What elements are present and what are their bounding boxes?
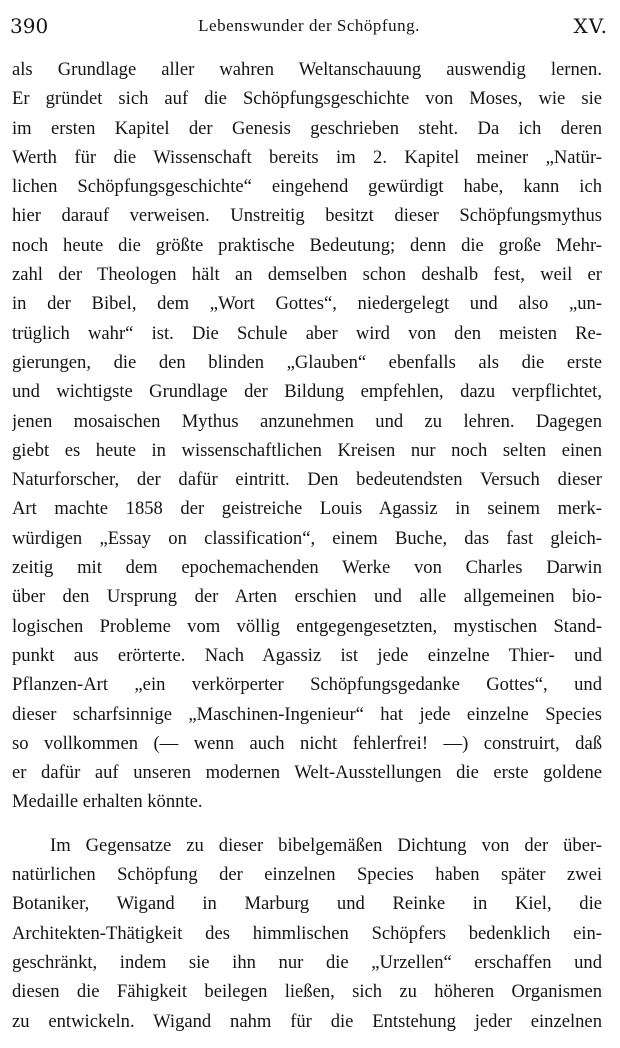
text-line: giebt es heute in wissenschaftlichen Kreisen nur noch selten einen — [12, 439, 602, 461]
text-line: gierungen, die den blinden „Glauben“ ebenfalls als die erste — [12, 351, 602, 373]
text-line: noch heute die größte praktische Bedeutung; denn die große Mehr- — [12, 234, 602, 256]
text-line: zahl der Theologen hält an demselben schon deshalb fest, weil er — [12, 264, 602, 286]
text-line: würdigen „Essay on classification“, einem Buche, das fast gleich- — [12, 527, 602, 549]
text-line: Im Gegensatze zu dieser bibelgemäßen Dichtung von der über- — [50, 834, 602, 856]
text-line: hier darauf verweisen. Unstreitig besitzt dieser Schöpfungsmythus — [12, 205, 602, 227]
paragraph-2 — [12, 831, 602, 1036]
text-line: so vollkommen (— wenn auch nicht fehlerfrei! —) construirt, daß — [12, 732, 602, 754]
text-line: geschränkt, indem sie ihn nur die „Urzellen“ erschaffen und — [12, 951, 602, 973]
text-line: punkt aus erörterte. Nach Agassiz ist jede einzelne Thier- und — [12, 644, 602, 666]
text-line: Medaille erhalten könnte. — [12, 791, 203, 813]
text-line: diesen die Fähigkeit beilegen ließen, sich zu höheren Organismen — [12, 981, 602, 1003]
text-line: als Grundlage aller wahren Weltanschauung auswendig lernen. — [12, 59, 602, 80]
paragraph-gap — [12, 817, 602, 831]
body-text — [12, 55, 602, 1036]
text-line: dieser scharfsinnige „Maschinen-Ingenieur“ hat jede einzelne Species — [12, 703, 602, 725]
text-line: er dafür auf unseren modernen Welt-Ausstellungen die erste goldene — [12, 762, 602, 784]
text-line: im ersten Kapitel der Genesis geschrieben steht. Da ich deren — [12, 117, 602, 139]
text-line: zeitig mit dem epochemachenden Werke von Charles Darwin — [12, 557, 602, 579]
text-line: lichen Schöpfungsgeschichte“ eingehend gewürdigt habe, kann ich — [12, 176, 602, 198]
text-line: Pflanzen-Art „ein verkörperter Schöpfungsgedanke Gottes“, und — [12, 674, 602, 696]
paragraph-1 — [12, 55, 602, 817]
page-number: 390 — [10, 14, 49, 38]
text-line: Art machte 1858 der geistreiche Louis Agassiz in seinem merk- — [12, 498, 602, 520]
text-line: und wichtigste Grundlage der Bildung empfehlen, dazu verpflichtet, — [12, 381, 602, 403]
text-line: logischen Probleme vom völlig entgegengesetzten, mystischen Stand- — [12, 615, 602, 637]
text-line: Architekten-Thätigkeit des himmlischen Schöpfers bedenklich ein- — [12, 922, 602, 944]
text-line: in der Bibel, dem „Wort Gottes“, niedergelegt und also „un- — [12, 293, 602, 315]
chapter-number: XV. — [573, 14, 608, 38]
text-line: Werth für die Wissenschaft bereits im 2. Kapitel meiner „Natür- — [12, 146, 602, 168]
text-line: Er gründet sich auf die Schöpfungsgeschichte von Moses, wie sie — [12, 88, 602, 110]
running-title: Lebenswunder der Schöpfung. — [198, 16, 420, 35]
text-line: jenen mosaischen Mythus anzunehmen und zu lehren. Dagegen — [12, 410, 602, 432]
text-line: Naturforscher, der dafür eintritt. Den bedeutendsten Versuch dieser — [12, 469, 602, 491]
text-line: natürlichen Schöpfung der einzelnen Species haben später zwei — [12, 864, 602, 886]
text-line: über den Ursprung der Arten erschien und alle allgemeinen bio- — [12, 586, 602, 608]
text-line: trüglich wahr“ ist. Die Schule aber wird von den meisten Re- — [12, 322, 602, 344]
text-line: Botaniker, Wigand in Marburg und Reinke in Kiel, die — [12, 893, 602, 915]
text-line: zu entwickeln. Wigand nahm für die Entstehung jeder einzelnen — [12, 1010, 602, 1032]
page-header — [10, 10, 608, 42]
